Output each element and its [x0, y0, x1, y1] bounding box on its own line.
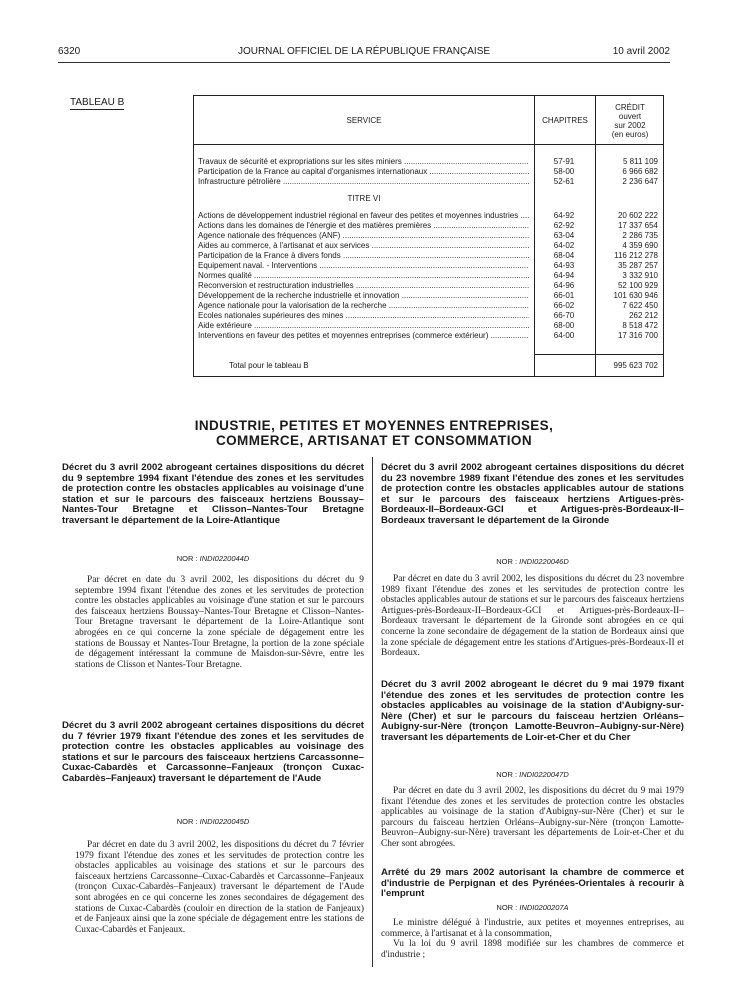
service-cell: Aides au commerce, à l'artisanat et aux services ..... [198, 241, 529, 251]
header-divider [194, 144, 663, 145]
header-rule [58, 62, 670, 63]
nor-code: INDI0220045D [199, 817, 250, 826]
nor-label: NOR : [176, 554, 198, 563]
nor-reference [381, 903, 684, 912]
arrete-paragraph: Vu la loi du 9 avril 1898 modifiée sur les chambres de commerce et d'industrie ; [381, 939, 684, 960]
decree-paragraph: Par décret en date du 3 avril 2002, les dispositions du décret du 9 mai 1979 fixant l'étendue des zones et les servitudes de protection contre les obstacles applicables au voisinage de la station d'Aubigny-sur-Nère (Cher) et sur le parcours du faisceau hertzien Orléans–Aubigny-sur-Nère (tronçon Lamotte-Beuvron–Aubigny-sur-Nère) traversant les départements de Loir-et-Cher et du Cher sont abrogées. [381, 786, 684, 849]
section-title-line-2: COMMERCE, ARTISANAT ET CONSOMMATION [216, 433, 532, 448]
chapitre-cell: 66-02 [553, 301, 575, 310]
credit-cell: 5 811 109 [623, 157, 658, 166]
table-row [198, 157, 661, 167]
chapitre-cell: 66-70 [553, 311, 575, 320]
chapitre-cell: 52-61 [553, 177, 575, 186]
credit-cell: 17 316 700 [617, 331, 658, 340]
section-title-line-1: INDUSTRIE, PETITES ET MOYENNES ENTREPRISES, [194, 418, 554, 433]
nor-code: INDI0220046D [519, 557, 569, 566]
arrete-title: Arrêté du 29 mars 2002 autorisant la chambre de commerce et d'industrie de Perpignan et des Pyrénées-Orientales à recourir à l'emprunt [381, 867, 684, 899]
credit-header-line: ouvert [618, 112, 642, 121]
service-cell: Ecoles nationales supérieures des mines ..... [198, 311, 529, 321]
nor-code: INDI0200207A [519, 903, 569, 912]
service-cell: Interventions en faveur des petites et moyennes entreprises (commerce extérieur) ..... [198, 331, 529, 341]
column-header-service: SERVICE [346, 116, 382, 125]
service-cell: Reconversion et restructuration industrielles ..... [198, 281, 529, 291]
tableau-b [193, 95, 664, 377]
decree-title: Décret du 3 avril 2002 abrogeant certaines dispositions du décret du 23 novembre 1989 fixant l'étendue des zones et les servitudes de protection contre les obstacles applicables autour de stations et sur le parcours des faisceaux hertziens Artigues-près-Bordeaux-II–Bordeaux-GCI et Artigues-près-Bordeaux-II–Bordeaux traversant le département de la Gironde [381, 462, 684, 526]
column-rule [372, 457, 373, 967]
table-row [198, 251, 661, 261]
chapitre-cell: 64-94 [553, 271, 575, 280]
table-row [198, 281, 661, 291]
credit-cell: 52 100 929 [617, 281, 658, 290]
chapitre-cell: 58-00 [553, 167, 575, 176]
nor-code: INDI0220047D [519, 770, 569, 779]
decree-paragraph: Par décret en date du 3 avril 2002, les dispositions du décret du 9 septembre 1994 fixant l'étendue des zones et les servitudes de protection contre les obstacles applicables au voisinage d'une station et sur le parcours des faisceaux hertziens Boussay–Nantes-Tour Bretagne et Clisson–Nantes-Tour Bretagne traversant le département de la Loire-Atlantique sont abrogées en ce qui concerne la zone spéciale de dégagement entre les stations de Boussay et Nantes-Tour Bretagne, la portion de la zone spéciale de dégagement intéressant la commune de Maisdon-sur-Sèvre, entre les stations de Clisson et Nantes-Tour Bretagne. [75, 575, 364, 670]
decree-body [381, 786, 684, 850]
arrete-paragraph: Le ministre délégué à l'industrie, aux petites et moyennes entreprises, au commerce, à l'artisanat et à la consommation, [381, 918, 684, 939]
table-row [198, 301, 661, 311]
table-row [198, 331, 661, 341]
credit-cell: 101 630 946 [613, 291, 658, 300]
table-row [198, 311, 661, 321]
total-divider [534, 354, 663, 355]
chapitre-cell: 62-92 [553, 221, 575, 230]
page-number: 6320 [58, 46, 81, 57]
journal-title: JOURNAL OFFICIEL DE LA RÉPUBLIQUE FRANÇAISE [237, 46, 491, 57]
chapitre-cell: 63-04 [553, 231, 575, 240]
decree-body [75, 840, 364, 935]
credit-cell: 262 212 [629, 311, 658, 320]
credit-header-line: (en euros) [611, 130, 649, 139]
service-cell: Actions dans les domaines de l'énergie et des matières premières ..... [198, 221, 529, 231]
credit-cell: 3 332 910 [622, 271, 658, 280]
total-label: Total pour le tableau B [229, 361, 309, 370]
service-cell: Infrastructure pétrolière ..... [198, 177, 529, 187]
table-row [198, 291, 661, 301]
chapitre-cell: 66-01 [553, 291, 575, 300]
service-cell: Participation de la France à divers fonds ..... [198, 251, 529, 261]
nor-label: NOR : [176, 817, 198, 826]
chapitre-cell: 64-93 [553, 261, 575, 270]
service-cell: Aide extérieure ..... [198, 321, 529, 331]
credit-cell: 2 236 647 [622, 177, 658, 186]
table-row [198, 271, 661, 281]
chapitre-cell: 57-91 [553, 157, 575, 166]
table-row [198, 261, 661, 271]
titre-vi-heading: TITRE VI [347, 194, 381, 203]
total-value: 995 623 702 [613, 361, 658, 370]
chapitre-cell: 64-00 [553, 331, 575, 340]
nor-label: NOR : [496, 557, 518, 566]
tableau-label: TABLEAU B [70, 97, 125, 108]
table-row [198, 167, 661, 177]
credit-cell: 2 286 735 [622, 231, 658, 240]
column-header-credit [596, 103, 664, 139]
service-cell: Normes qualité ..... [198, 271, 529, 281]
chapitre-cell: 64-02 [553, 241, 575, 250]
service-cell: Actions de développement industriel régional en faveur des petites et moyennes industries ..... [198, 211, 529, 221]
service-cell: Travaux de sécurité et expropriations sur les sites miniers ..... [198, 157, 529, 167]
nor-label: NOR : [496, 770, 518, 779]
decree-paragraph: Par décret en date du 3 avril 2002, les dispositions du décret du 23 novembre 1989 fixant l'étendue des zones et les servitudes de protection contre les obstacles applicables autour de stations et sur le parcours des faisceaux hertziens Artigues-près-Bordeaux-II–Bordeaux-GCI et Artigues-près-Bordeaux-II–Bordeaux traversant le département de la Gironde sont abrogées en ce qui concerne la zone secondaire de dégagement de la station de Bordeaux ainsi que la zone spéciale de dégagement entre les stations d'Artigues-près-Bordeaux-II et Bordeaux. [381, 574, 684, 659]
decree-title: Décret du 3 avril 2002 abrogeant certaines dispositions du décret du 7 février 1979 fixant l'étendue des zones et les servitudes de protection contre les obstacles applicables au voisinage des stations et sur le parcours des faisceaux hertziens Carcassonne–Cuxac-Cabardès et Carcassonne–Fanjeaux (tronçon Cuxac-Cabardès–Fanjeaux) traversant le département de l'Aude [62, 720, 364, 784]
credit-cell: 20 602 222 [617, 211, 658, 220]
nor-reference [62, 554, 364, 563]
credit-cell: 6 966 682 [622, 167, 658, 176]
nor-code: INDI0220044D [199, 554, 250, 563]
nor-reference [381, 770, 684, 779]
credit-cell: 4 359 690 [622, 241, 658, 250]
service-cell: Equipement naval. - Interventions ..... [198, 261, 529, 271]
chapitre-cell: 64-92 [553, 211, 575, 220]
nor-reference [62, 817, 364, 826]
table-row [198, 231, 661, 241]
credit-header-line: sur 2002 [614, 121, 646, 130]
table-row [198, 221, 661, 231]
decree-title: Décret du 3 avril 2002 abrogeant certaines dispositions du décret du 9 septembre 1994 fixant l'étendue des zones et les servitudes de protection contre les obstacles applicables au voisinage d'une station et sur le parcours des faisceaux hertziens Boussay–Nantes-Tour Bretagne et Clisson–Nantes-Tour Bretagne traversant le département de la Loire-Atlantique [62, 462, 364, 526]
chapitre-cell: 68-00 [553, 321, 575, 330]
table-row [198, 321, 661, 331]
page-header [58, 46, 670, 60]
table-row [198, 241, 661, 251]
credit-cell: 8 518 472 [622, 321, 658, 330]
table-row [198, 177, 661, 187]
service-cell: Agence nationale pour la valorisation de la recherche ..... [198, 301, 529, 311]
credit-header-line: CRÉDIT [615, 103, 645, 112]
arrete-body [381, 918, 684, 960]
service-cell: Développement de la recherche industrielle et innovation ..... [198, 291, 529, 301]
column-header-chapitres: CHAPITRES [542, 116, 588, 125]
service-cell: Participation de la France au capital d'organismes internationaux ..... [198, 167, 529, 177]
decree-title: Décret du 3 avril 2002 abrogeant le décret du 9 mai 1979 fixant l'étendue des zones et les servitudes de protection contre les obstacles applicables au voisinage de la station d'Aubigny-sur-Nère (Cher) et sur le parcours du faisceau hertzien Orléans–Aubigny-sur-Nère (tronçon Lamotte-Beuvron–Aubigny-sur-Nère) traversant les départements de Loir-et-Cher et du Cher [381, 679, 684, 743]
nor-label: NOR : [496, 903, 518, 912]
decree-paragraph: Par décret en date du 3 avril 2002, les dispositions du décret du 7 février 1979 fixant l'étendue des zones et les servitudes de protection contre les obstacles applicables au voisinage des stations et sur le parcours des faisceaux hertziens Carcassonne–Cuxac-Cabardès et Carcassonne–Fanjeaux (tronçon Cuxac-Cabardès–Fanjeaux) traversant le département de l'Aude sont abrogées en ce qui concerne les zones secondaires de dégagement des stations de Cuxac-Cabardès (couloir en direction de la station de Fanjeaux) et de Fanjeaux ainsi que la zone spéciale de dégagement entre les stations de Cuxac-Cabardès et Fanjeaux. [75, 840, 364, 935]
issue-date: 10 avril 2002 [612, 46, 670, 57]
decree-body [75, 575, 364, 670]
credit-cell: 35 287 257 [617, 261, 658, 270]
chapitre-cell: 64-96 [553, 281, 575, 290]
credit-cell: 116 212 278 [614, 251, 658, 260]
chapitre-cell: 68-04 [553, 251, 575, 260]
decree-body [381, 574, 684, 659]
credit-cell: 17 337 654 [617, 221, 658, 230]
table-row [198, 211, 661, 221]
credit-cell: 7 622 450 [622, 301, 658, 310]
service-cell: Agence nationale des fréquences (ANF) ..... [198, 231, 529, 241]
nor-reference [381, 557, 684, 566]
